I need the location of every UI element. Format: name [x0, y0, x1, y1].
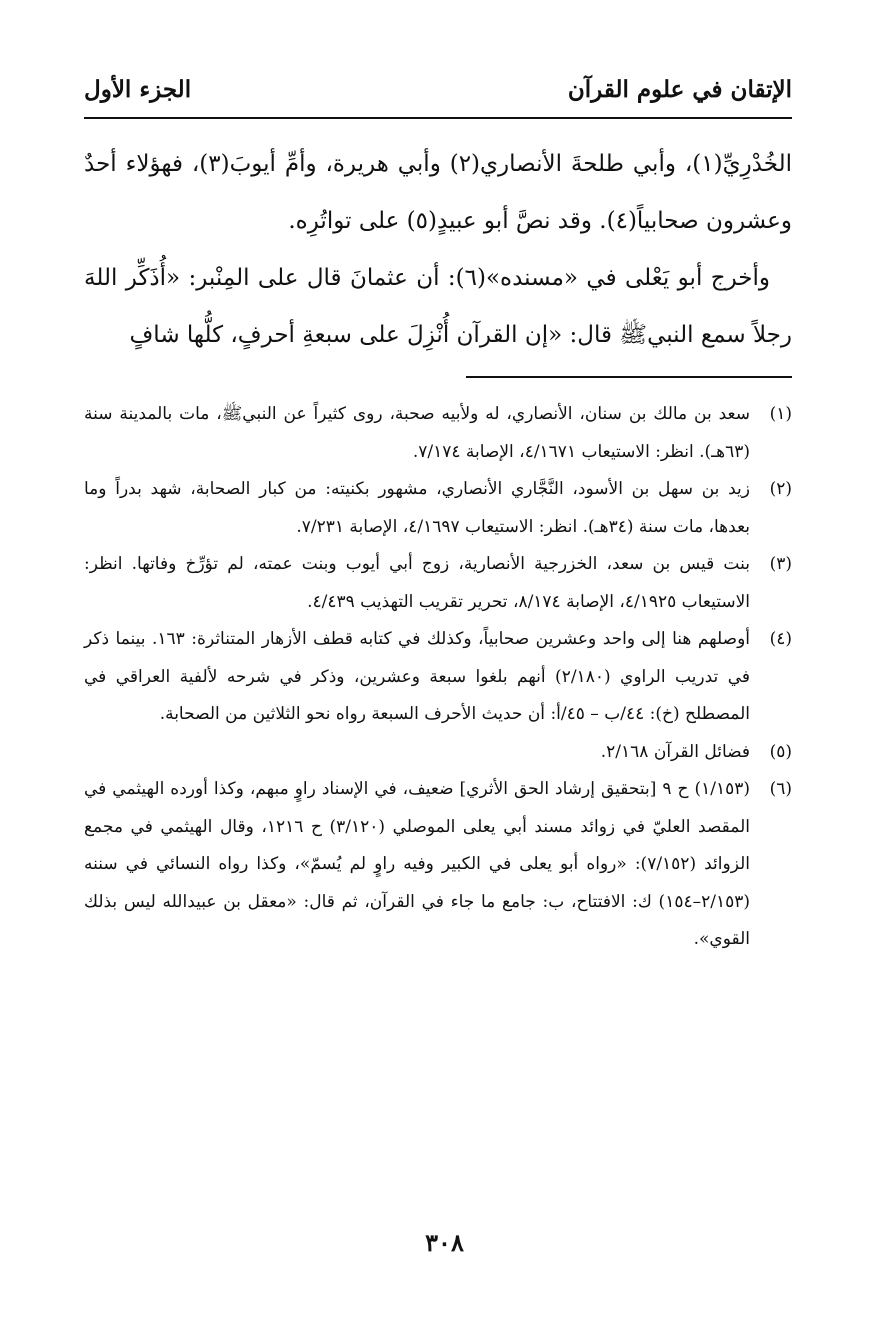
footnote-3 [84, 546, 792, 621]
footnote-number: (٣) [769, 554, 792, 574]
footnote-text: زيد بن سهل بن الأسود، النَّجَّاري الأنصاري، مشهور بكنيته: من كبار الصحابة، شهد بدراً وما بعدها، مات سنة (٣٤هـ). انظر: الاستيعاب ٤/١٦٩٧، الإصابة ٧/٢٣١. [84, 479, 750, 537]
footnote-number: (٢) [769, 479, 792, 499]
main-paragraph-2: وأخرج أبو يَعْلى في «مسنده»(٦): أن عثمانَ قال على المِنْبر: «أُذَكِّر اللهَ رجلاً سمع النبيﷺ قال: «إن القرآن أُنْزِلَ على سبعةِ أحرفٍ، كلُّها شافٍ [84, 265, 792, 348]
part-title: الجزء الأول [84, 76, 192, 103]
footnote-text: سعد بن مالك بن سنان، الأنصاري، له ولأبيه صحبة، روى كثيراً عن النبيﷺ، مات بالمدينة سنة (٦٣هـ). انظر: الاستيعاب ٤/١٦٧١، الإصابة ٧/١٧٤. [84, 404, 750, 462]
footnote-number: (١) [769, 404, 792, 424]
page-number: ٣٠٨ [425, 1228, 464, 1257]
footnote-number: (٦) [769, 779, 792, 799]
main-text [84, 136, 792, 364]
footnote-6 [84, 771, 792, 959]
footnotes [84, 396, 792, 959]
footnote-1 [84, 396, 792, 471]
footnote-4 [84, 621, 792, 734]
footnote-number: (٥) [769, 741, 792, 762]
main-paragraph-1: الخُدْرِيِّ(١)، وأبي طلحةَ الأنصاري(٢) وأبي هريرة، وأمِّ أيوبَ(٣)، فهؤلاء أحدٌ وعشرون صحابياً(٤). وقد نصَّ أبو عبيدٍ(٥) على تواتُرِه. [84, 151, 792, 234]
running-header [84, 72, 792, 112]
footnote-text: (١/١٥٣) ح ٩ [بتحقيق إرشاد الحق الأثري] ضعيف، في الإسناد راوٍ مبهم، وكذا أورده الهيثمي في المقصد العليّ في زوائد مسند أبي يعلى الموصلي (٣/١٢٠) ح ١٢١٦، وقال الهيثمي في مجمع الزوائد (٧/١٥٢): «رواه أبو يعلى في الكبير وفيه راوٍ لم يُسمّ»، وكذا رواه النسائي في سننه (٢/١٥٣–١٥٤) ك: الافتتاح، ب: جامع ما جاء في القرآن، ثم قال: «معقل بن عبيدالله ليس بذلك القوي». [84, 779, 751, 949]
footnote-text: فضائل القرآن ٢/١٦٨. [600, 741, 750, 762]
footnote-2 [84, 471, 792, 546]
footnote-divider [466, 376, 792, 378]
footnote-number: (٤) [769, 629, 792, 649]
book-title: الإتقان في علوم القرآن [567, 76, 792, 103]
footnote-5 [84, 734, 792, 772]
footnote-text: بنت قيس بن سعد، الخزرجية الأنصارية، زوج أبي أيوب وبنت عمته، لم تؤرِّخ وفاتها. انظر: الاستيعاب ٤/١٩٢٥، الإصابة ٨/١٧٤، تحرير تقريب التهذيب ٤/٤٣٩. [84, 554, 750, 612]
header-divider [84, 117, 792, 119]
footnote-text: أوصلهم هنا إلى واحد وعشرين صحابياً، وكذلك في كتابه قطف الأزهار المتناثرة: ١٦٣. بينما ذكر في تدريب الراوي (٢/١٨٠) أنهم بلغوا سبعة وعشرين، وذكر في شرحه لألفية العراقي في المصطلح (خ): ٤٤/ب – ٤٥/أ: أن حديث الأحرف السبعة رواه نحو الثلاثين من الصحابة. [84, 629, 751, 724]
